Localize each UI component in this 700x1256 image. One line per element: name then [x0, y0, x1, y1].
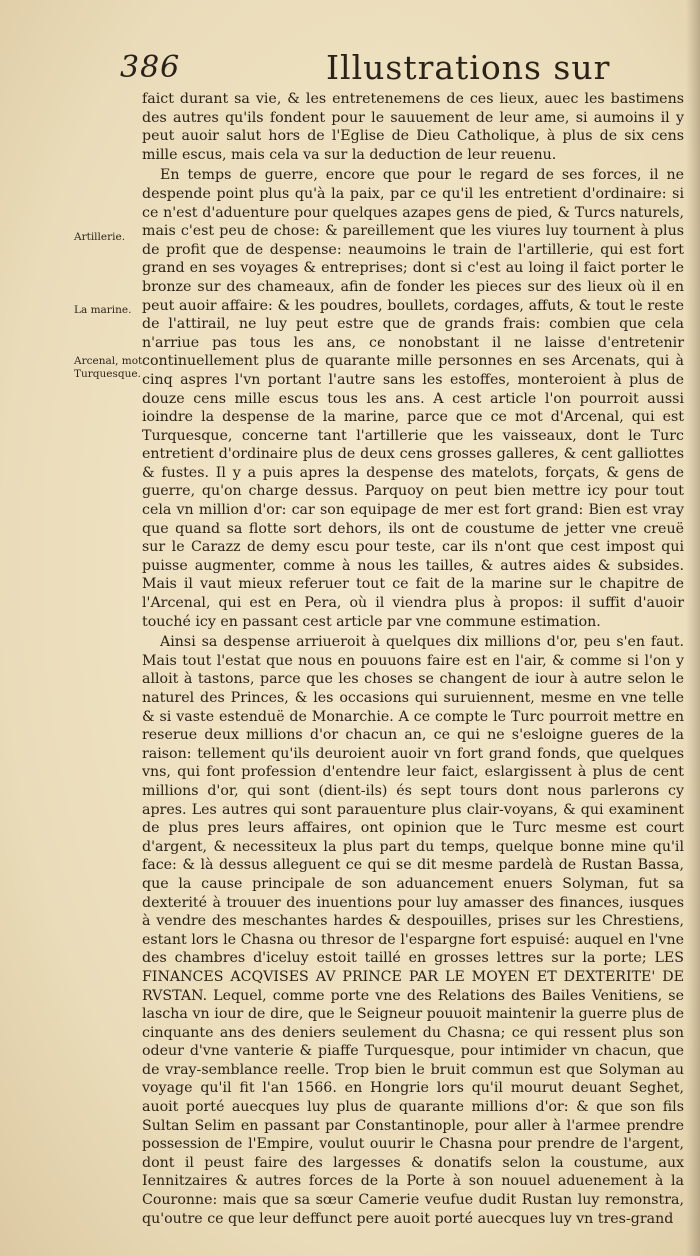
page-header	[120, 48, 680, 92]
running-title: Illustrations sur	[326, 48, 611, 87]
main-text	[142, 90, 684, 1250]
margin-note-marine: La marine.	[74, 304, 132, 316]
paragraph-3: Ainsi sa despense arriueroit à quelques dix millions d'or, peu s'en faut. Mais tout l'estat que nous en pouuons faire est en l'air, & comme si l'on y alloit à tastons, parce que les choses se changent de iour à autre selon le naturel des Princes, & les occasions qui suruiennent, mesme en vne telle & si vaste estenduë de Monarchie. A ce compte le Turc pourroit mettre en reserue deux millions d'or chacun an, ce qui ne s'esloigne gueres de la raison: tellement qu'ils deuroient auoir vn fort grand fonds, que quelques vns, qui font profession d'entendre leur faict, eslargissent à plus de cent millions d'or, qui sont (dient-ils) és sept tours dont nous parlerons cy apres. Les autres qui sont parauenture plus clair-voyans, & qui examinent de plus pres leurs affaires, ont opinion que le Turc mesme est court d'argent, & necessiteux la plus part du temps, quelque bonne mine qu'il face: & là dessus alleguent ce qui se dit mesme pardelà de Rustan Bassa, que la cause principale de son aduancement enuers Solyman, fut sa dexterité à trouuer des inuentions pour luy amasser des finances, iusques à vendre des meschantes hardes & despouilles, prises sur les Chrestiens, estant lors le Chasna ou thresor de l'espargne fort espuisé: auquel en l'vne des chambres d'iceluy estoit taillé en grosses lettres sur la porte; LES FINANCES ACQVISES AV PRINCE PAR LE MOYEN ET DEXTERITE' DE RVSTAN. Lequel, comme porte vne des Relations des Bailes Venitiens, se lascha vn iour de dire, que le Seigneur pouuoit maintenir la guerre plus de cinquante ans des deniers seulement du Chasna; ce qui ressent plus son odeur d'vne vanterie & piaffe Turquesque, pour intimider vn chacun, que de vray-semblance reelle. Trop bien le bruit commun est que Solyman au voyage qu'il fit l'an 1566. en Hongrie lors qu'il mourut deuant Seghet, auoit porté auecques luy plus de quarante millions d'or: & que son fils Sultan Selim en passant par Constantinople, pour aller à l'armee prendre possession de l'Empire, voulut ouurir le Chasna pour prendre de l'argent, dont il peust faire des largesses & donatifs selon la coustume, aux Iennitzaires & autres forces de la Porte à son nouuel aduenement à la Couronne: mais que sa sœur Camerie veufue dudit Rustan luy remonstra, qu'outre ce que leur deffunct pere auoit porté auecques luy vn tres-grand	[142, 634, 684, 1227]
page-number: 386	[120, 50, 181, 85]
page-edge-shadow	[686, 0, 700, 1256]
margin-notes	[0, 0, 143, 1256]
paragraph-2: En temps de guerre, encore que pour le regard de ses forces, il ne despende point plus qu'à la paix, par ce qu'il les entretient d'ordinaire: si ce n'est d'aduenture pour quelques azapes gens de pied, & Turcs naturels, mais c'est peu de chose: & pareillement que les viures luy tournent à plus de profit que de despense: neaumoins le train de l'artillerie, qui est fort grand en ses voyages & entreprises; dont si c'est au loing il faict porter le bronze sur des chameaux, afin de fonder les pieces sur des lieux où il en peut auoir affaire: & les poudres, boullets, cordages, affuts, & tout le reste de l'attirail, ne luy peut estre que de grands frais: combien que cela n'arriue pas tous les ans, ce nonobstant il ne laisse d'entretenir continuellement plus de quarante mille personnes en ses Arcenats, qui à cinq aspres l'vn portant l'autre sans les estoffes, monteroient à plus de douze cens mille escus tous les ans. A cest article l'on pourroit aussi ioindre la despense de la marine, parce que ce mot d'Arcenal, qui est Turquesque, concerne tant l'artillerie que les vaisseaux, dont le Turc entretient d'ordinaire plus de deux cens grosses galleres, & cent galliottes & fustes. Il y a puis apres la despense des matelots, forçats, & gens de guerre, qu'on charge dessus. Parquoy on peut bien mettre icy pour tout cela vn million d'or: car son equipage de mer est fort grand: Bien est vray que quand sa flotte sort dehors, ils ont de coustume de jetter vne creuë sur le Carazz de demy escu pour teste, car ils n'ont que cest impost qui puisse augmenter, comme à nous les tailles, & autres aides & subsides. Mais il vaut mieux referuer tout ce fait de la marine sur le chapitre de l'Arcenal, qui est en Pera, où il viendra plus à propos: il suffit d'auoir touché icy en passant cest article par vne commune estimation.	[142, 167, 684, 630]
margin-note-artillerie: Artillerie.	[74, 231, 126, 243]
paragraph-1: faict durant sa vie, & les entretenemens de ces lieux, auec les bastimens des autres qu'ils fondent pour le sauuement de leur ame, si aumoins il y peut auoir salut hors de l'Eglise de Dieu Catholique, à plus de six cens mille escus, mais cela va sur la deduction de leur reuenu.	[142, 91, 684, 163]
margin-note-arcenal: Arcenal, mot Turquesque.	[74, 355, 143, 380]
